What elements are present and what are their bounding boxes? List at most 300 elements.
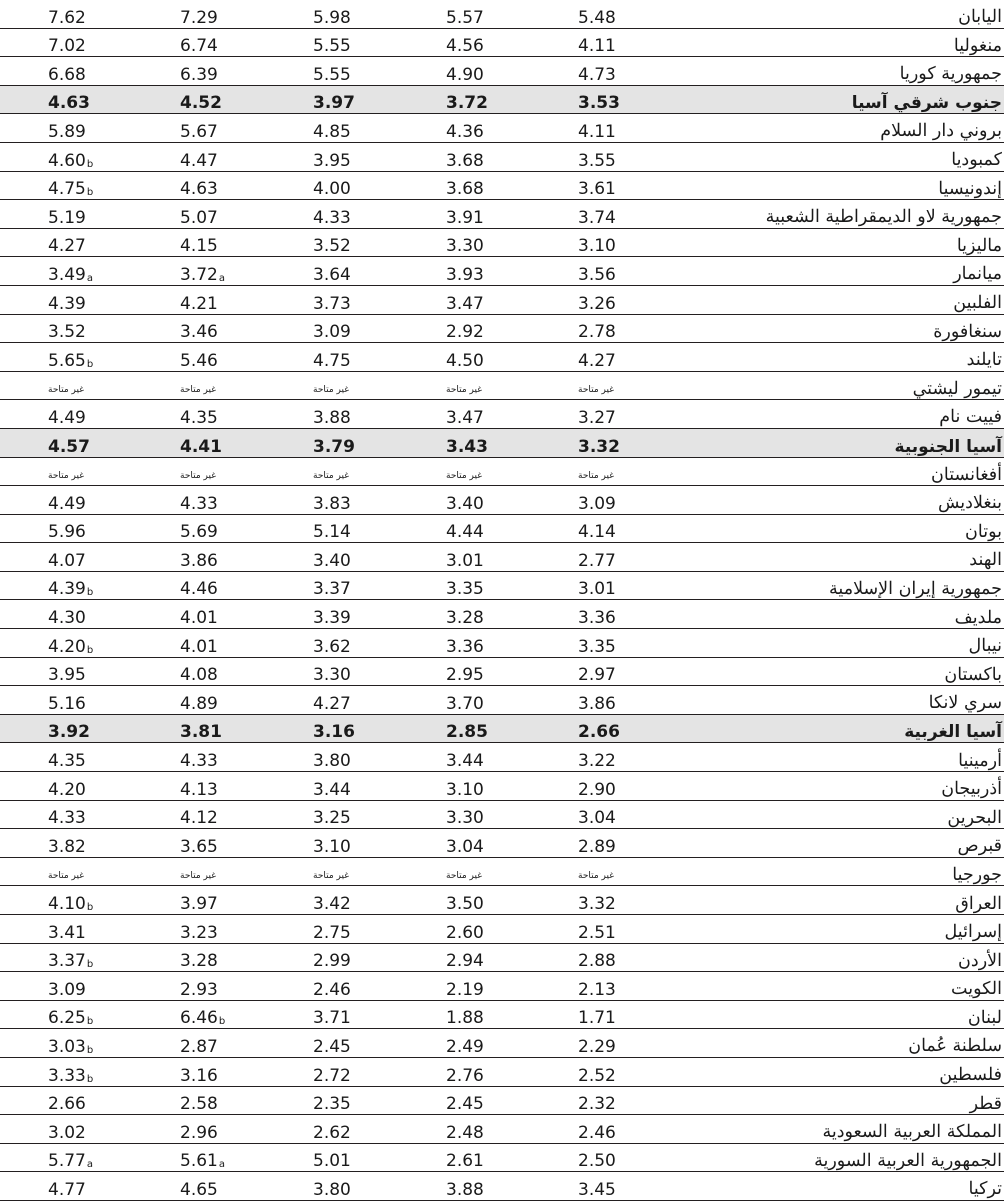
value-cell <box>48 600 86 628</box>
table-row <box>0 743 1004 772</box>
value-text: 4.11 <box>578 121 616 142</box>
value-text: 5.57 <box>446 7 484 28</box>
footnote-marker: a <box>218 1159 225 1171</box>
value-cell <box>578 915 616 943</box>
value-cell <box>48 658 86 686</box>
value-text: 4.56 <box>446 36 484 57</box>
value-cell <box>446 1144 484 1172</box>
region-name: آسيا الغربية <box>904 722 1002 743</box>
value-text: 5.98 <box>313 7 351 28</box>
table-row <box>0 343 1004 372</box>
value-cell <box>578 114 616 142</box>
value-cell <box>48 200 86 228</box>
country-name: فلسطين <box>939 1065 1002 1086</box>
country-name: العراق <box>955 893 1002 914</box>
value-text: 4.27 <box>313 693 351 714</box>
value-text: 3.79 <box>313 436 355 457</box>
value-cell <box>313 1144 351 1172</box>
value-text: 2.90 <box>578 779 616 800</box>
table-row <box>0 629 1004 658</box>
value-cell <box>446 143 484 171</box>
value-text: 7.62 <box>48 7 86 28</box>
value-cell <box>180 572 218 600</box>
value-cell <box>313 400 351 428</box>
value-text: 3.88 <box>313 407 351 428</box>
table-row <box>0 915 1004 944</box>
value-cell <box>578 543 616 571</box>
value-cell <box>578 1144 616 1172</box>
value-text: 5.55 <box>313 36 351 57</box>
country-name: ماليزيا <box>956 235 1002 256</box>
value-text: 3.50 <box>446 894 484 914</box>
value-cell <box>578 600 616 628</box>
not-available-cell: غير متاحة <box>180 471 216 482</box>
value-text: 3.37 <box>48 951 86 972</box>
value-cell <box>446 801 484 829</box>
value-text: 5.19 <box>48 207 86 228</box>
not-available-cell: غير متاحة <box>313 385 349 396</box>
value-text: 4.20 <box>48 779 86 800</box>
value-cell <box>578 229 616 257</box>
value-text: 4.49 <box>48 493 86 514</box>
value-text: 3.10 <box>578 236 616 257</box>
value-cell <box>578 629 616 657</box>
value-text: 5.89 <box>48 121 86 142</box>
value-cell <box>180 600 218 628</box>
table-row <box>0 257 1004 286</box>
value-cell <box>48 114 86 142</box>
value-text: 4.15 <box>180 236 218 257</box>
value-text: 3.35 <box>578 636 616 657</box>
value-cell <box>48 543 86 571</box>
value-text: 2.35 <box>313 1094 351 1115</box>
table-row <box>0 458 1004 487</box>
value-cell <box>180 114 218 142</box>
value-cell <box>313 200 351 228</box>
value-cell <box>446 772 484 800</box>
value-text: 3.36 <box>578 608 616 629</box>
country-name: لبنان <box>967 1007 1002 1028</box>
value-text: 4.49 <box>48 407 86 428</box>
value-text: 4.39 <box>48 293 86 314</box>
value-cell <box>578 715 620 743</box>
value-text: 2.85 <box>446 722 488 743</box>
footnote-marker: a <box>218 272 225 284</box>
value-text: 4.65 <box>180 1179 218 1200</box>
value-text: 3.27 <box>578 407 616 428</box>
value-text: 3.32 <box>578 436 620 457</box>
value-cell <box>180 343 218 371</box>
value-text: 4.47 <box>180 150 218 171</box>
value-cell <box>313 315 351 343</box>
value-text: 4.36 <box>446 121 484 142</box>
value-text: 2.61 <box>446 1151 484 1172</box>
region-row <box>0 715 1004 744</box>
value-text: 2.46 <box>313 979 351 1000</box>
value-text: 4.52 <box>180 93 222 114</box>
footnote-marker: b <box>86 1073 94 1085</box>
value-cell <box>48 172 93 200</box>
value-text: 3.97 <box>313 93 355 114</box>
value-text: 4.01 <box>180 636 218 657</box>
country-name: بروني دار السلام <box>880 121 1002 142</box>
value-text: 2.92 <box>446 322 484 343</box>
value-cell <box>180 829 218 857</box>
value-text: 4.10 <box>48 894 86 914</box>
value-text: 2.87 <box>180 1036 218 1057</box>
table-row <box>0 1029 1004 1058</box>
value-cell <box>578 886 616 914</box>
value-text: 2.45 <box>313 1036 351 1057</box>
not-available-cell: غير متاحة <box>48 871 84 882</box>
value-text: 2.78 <box>578 322 616 343</box>
value-cell <box>578 343 616 371</box>
value-text: 3.10 <box>446 779 484 800</box>
value-cell <box>578 972 616 1000</box>
not-available-cell: غير متاحة <box>313 471 349 482</box>
table-row <box>0 0 1004 29</box>
value-text: 3.37 <box>313 579 351 600</box>
value-text: 4.60 <box>48 150 86 171</box>
value-text: 4.14 <box>578 522 616 543</box>
value-text: 2.97 <box>578 665 616 686</box>
country-name: سنغافورة <box>933 321 1002 342</box>
value-cell <box>313 629 351 657</box>
value-text: 5.67 <box>180 121 218 142</box>
value-text: 4.07 <box>48 550 86 571</box>
table-row <box>0 400 1004 429</box>
table-row <box>0 543 1004 572</box>
value-text: 4.20 <box>48 636 86 657</box>
country-name: المملكة العربية السعودية <box>822 1122 1002 1143</box>
value-cell <box>313 686 351 714</box>
value-text: 4.41 <box>180 436 222 457</box>
region-row <box>0 86 1004 115</box>
value-text: 4.08 <box>180 665 218 686</box>
value-text: 4.75 <box>48 179 86 200</box>
table-row <box>0 1087 1004 1116</box>
value-text: 3.62 <box>313 636 351 657</box>
value-cell <box>48 944 93 972</box>
country-name: إسرائيل <box>944 922 1002 943</box>
value-text: 3.36 <box>446 636 484 657</box>
country-name: الأردن <box>958 950 1002 971</box>
value-text: 4.30 <box>48 608 86 629</box>
value-cell <box>313 172 351 200</box>
country-name: تايلند <box>966 350 1002 371</box>
value-cell <box>180 315 218 343</box>
value-cell <box>180 1029 218 1057</box>
value-text: 2.46 <box>578 1122 616 1143</box>
value-text: 3.72 <box>446 93 488 114</box>
value-cell <box>48 972 86 1000</box>
value-text: 3.88 <box>446 1179 484 1200</box>
value-cell <box>313 1001 351 1029</box>
value-cell <box>313 343 351 371</box>
table-row <box>0 114 1004 143</box>
value-text: 3.46 <box>180 322 218 343</box>
value-text: 3.26 <box>578 293 616 314</box>
value-cell <box>48 572 93 600</box>
not-available-cell: غير متاحة <box>578 385 614 396</box>
value-cell <box>180 1058 218 1086</box>
table-row <box>0 515 1004 544</box>
value-text: 3.40 <box>313 550 351 571</box>
not-available-cell: غير متاحة <box>48 471 84 482</box>
value-cell <box>313 543 351 571</box>
country-name: تيمور ليشتي <box>912 378 1002 399</box>
value-text: 4.46 <box>180 579 218 600</box>
value-cell <box>180 229 218 257</box>
value-cell <box>313 286 351 314</box>
country-name: ملديف <box>954 607 1002 628</box>
value-text: 3.30 <box>446 236 484 257</box>
value-cell <box>446 600 484 628</box>
value-cell <box>446 343 484 371</box>
footnote-marker: b <box>86 644 94 656</box>
value-text: 3.95 <box>313 150 351 171</box>
value-cell <box>180 1172 218 1200</box>
value-cell <box>313 1087 351 1115</box>
value-cell <box>48 257 93 285</box>
value-text: 4.01 <box>180 608 218 629</box>
value-text: 3.97 <box>180 894 218 914</box>
value-cell <box>446 543 484 571</box>
table-row <box>0 772 1004 801</box>
value-cell <box>446 315 484 343</box>
value-cell <box>180 515 218 543</box>
value-text: 5.07 <box>180 207 218 228</box>
value-cell <box>180 0 218 28</box>
value-text: 3.86 <box>180 550 218 571</box>
value-text: 3.42 <box>313 894 351 914</box>
value-cell <box>48 29 86 57</box>
value-text: 3.74 <box>578 207 616 228</box>
value-cell <box>446 1087 484 1115</box>
value-text: 3.32 <box>578 894 616 914</box>
value-cell <box>48 429 90 457</box>
value-text: 3.71 <box>313 1008 351 1029</box>
value-cell <box>313 114 351 142</box>
value-cell <box>48 1029 93 1057</box>
table-row <box>0 572 1004 601</box>
value-cell <box>578 57 616 85</box>
country-name: أرمينيا <box>958 750 1002 771</box>
value-text: 2.62 <box>313 1122 351 1143</box>
value-cell <box>578 257 616 285</box>
not-available-cell: غير متاحة <box>313 871 349 882</box>
value-text: 3.47 <box>446 293 484 314</box>
value-text: 5.77 <box>48 1151 86 1172</box>
value-text: 3.64 <box>313 264 351 285</box>
country-name: تركيا <box>968 1179 1002 1200</box>
footnote-marker: b <box>86 358 94 370</box>
value-text: 3.30 <box>313 665 351 686</box>
value-text: 3.68 <box>446 150 484 171</box>
value-cell <box>446 886 484 914</box>
table-row <box>0 229 1004 258</box>
value-cell <box>48 315 86 343</box>
value-text: 3.28 <box>180 951 218 972</box>
footnote-marker: b <box>86 158 94 170</box>
value-cell <box>48 1115 86 1143</box>
value-text: 3.03 <box>48 1036 86 1057</box>
table-row <box>0 1001 1004 1030</box>
not-available-cell: غير متاحة <box>48 385 84 396</box>
value-cell <box>578 486 616 514</box>
value-cell <box>48 515 86 543</box>
value-cell <box>446 829 484 857</box>
value-cell <box>180 715 222 743</box>
value-cell <box>180 200 218 228</box>
value-text: 3.04 <box>446 836 484 857</box>
value-cell <box>180 172 218 200</box>
value-cell <box>578 772 616 800</box>
value-text: 3.91 <box>446 207 484 228</box>
table-row <box>0 315 1004 344</box>
value-text: 3.09 <box>578 493 616 514</box>
value-cell <box>446 1058 484 1086</box>
value-cell <box>578 0 616 28</box>
value-text: 2.58 <box>180 1094 218 1115</box>
value-text: 4.63 <box>180 179 218 200</box>
country-name: أفغانستان <box>931 464 1002 485</box>
value-cell <box>446 257 484 285</box>
not-available-cell: غير متاحة <box>446 471 482 482</box>
value-cell <box>313 229 351 257</box>
value-cell <box>446 515 484 543</box>
table-row <box>0 172 1004 201</box>
value-cell <box>48 715 90 743</box>
country-name: جمهورية كوريا <box>899 64 1002 85</box>
not-available-cell: غير متاحة <box>578 471 614 482</box>
value-text: 7.29 <box>180 7 218 28</box>
value-cell <box>446 743 484 771</box>
value-text: 3.22 <box>578 751 616 772</box>
value-cell <box>313 143 351 171</box>
value-text: 2.45 <box>446 1094 484 1115</box>
value-text: 2.60 <box>446 922 484 943</box>
value-text: 4.90 <box>446 64 484 85</box>
value-text: 4.21 <box>180 293 218 314</box>
value-cell <box>446 57 484 85</box>
value-cell <box>578 1172 616 1200</box>
value-cell <box>48 229 86 257</box>
value-cell <box>578 286 616 314</box>
value-cell <box>313 0 351 28</box>
value-text: 2.52 <box>578 1065 616 1086</box>
value-text: 2.93 <box>180 979 218 1000</box>
value-text: 5.61 <box>180 1151 218 1172</box>
value-text: 3.56 <box>578 264 616 285</box>
value-text: 3.23 <box>180 922 218 943</box>
value-cell <box>313 801 351 829</box>
value-text: 2.75 <box>313 922 351 943</box>
value-cell <box>313 515 351 543</box>
value-cell <box>446 86 488 114</box>
table-row <box>0 1144 1004 1173</box>
value-cell <box>446 400 484 428</box>
region-name: آسيا الجنوبية <box>894 436 1002 457</box>
value-text: 3.04 <box>578 808 616 829</box>
table-row <box>0 658 1004 687</box>
value-cell <box>578 801 616 829</box>
country-name: الكويت <box>951 979 1002 1000</box>
value-text: 4.13 <box>180 779 218 800</box>
value-text: 5.01 <box>313 1151 351 1172</box>
value-cell <box>48 1172 86 1200</box>
value-cell <box>48 915 86 943</box>
value-text: 3.93 <box>446 264 484 285</box>
value-cell <box>180 972 218 1000</box>
value-text: 3.81 <box>180 722 222 743</box>
value-text: 3.10 <box>313 836 351 857</box>
value-text: 6.25 <box>48 1008 86 1029</box>
value-cell <box>313 429 355 457</box>
country-name: منغوليا <box>953 35 1002 56</box>
value-cell <box>446 915 484 943</box>
value-cell <box>578 29 616 57</box>
value-text: 1.71 <box>578 1008 616 1029</box>
value-text: 4.35 <box>180 407 218 428</box>
value-cell <box>180 772 218 800</box>
country-name: باكستان <box>944 664 1002 685</box>
value-text: 4.39 <box>48 579 86 600</box>
value-text: 4.00 <box>313 179 351 200</box>
value-text: 3.83 <box>313 493 351 514</box>
value-cell <box>48 772 86 800</box>
value-text: 3.55 <box>578 150 616 171</box>
value-text: 3.86 <box>578 693 616 714</box>
table-row <box>0 858 1004 887</box>
value-cell <box>446 0 484 28</box>
value-cell <box>180 486 218 514</box>
value-cell <box>180 86 222 114</box>
value-cell <box>313 572 351 600</box>
value-text: 5.16 <box>48 693 86 714</box>
value-text: 2.76 <box>446 1065 484 1086</box>
not-available-cell: غير متاحة <box>578 871 614 882</box>
value-text: 4.57 <box>48 436 90 457</box>
value-text: 3.61 <box>578 179 616 200</box>
value-cell <box>578 400 616 428</box>
value-text: 3.39 <box>313 608 351 629</box>
footnote-marker: b <box>218 1016 226 1028</box>
value-text: 4.12 <box>180 808 218 829</box>
value-text: 3.16 <box>180 1065 218 1086</box>
value-cell <box>313 772 351 800</box>
country-name: جمهورية لاو الديمقراطية الشعبية <box>765 207 1002 228</box>
table-row <box>0 286 1004 315</box>
table-row <box>0 1115 1004 1144</box>
value-cell <box>313 57 351 85</box>
value-text: 3.35 <box>446 579 484 600</box>
value-text: 6.68 <box>48 64 86 85</box>
value-cell <box>180 400 218 428</box>
value-text: 3.01 <box>446 550 484 571</box>
value-cell <box>446 658 484 686</box>
value-text: 2.77 <box>578 550 616 571</box>
value-cell <box>446 1029 484 1057</box>
country-name: ميانمار <box>953 264 1002 285</box>
value-cell <box>313 1115 351 1143</box>
value-text: 2.32 <box>578 1094 616 1115</box>
table-row <box>0 886 1004 915</box>
value-cell <box>180 257 225 285</box>
value-text: 3.33 <box>48 1065 86 1086</box>
value-text: 2.96 <box>180 1122 218 1143</box>
value-cell <box>313 972 351 1000</box>
